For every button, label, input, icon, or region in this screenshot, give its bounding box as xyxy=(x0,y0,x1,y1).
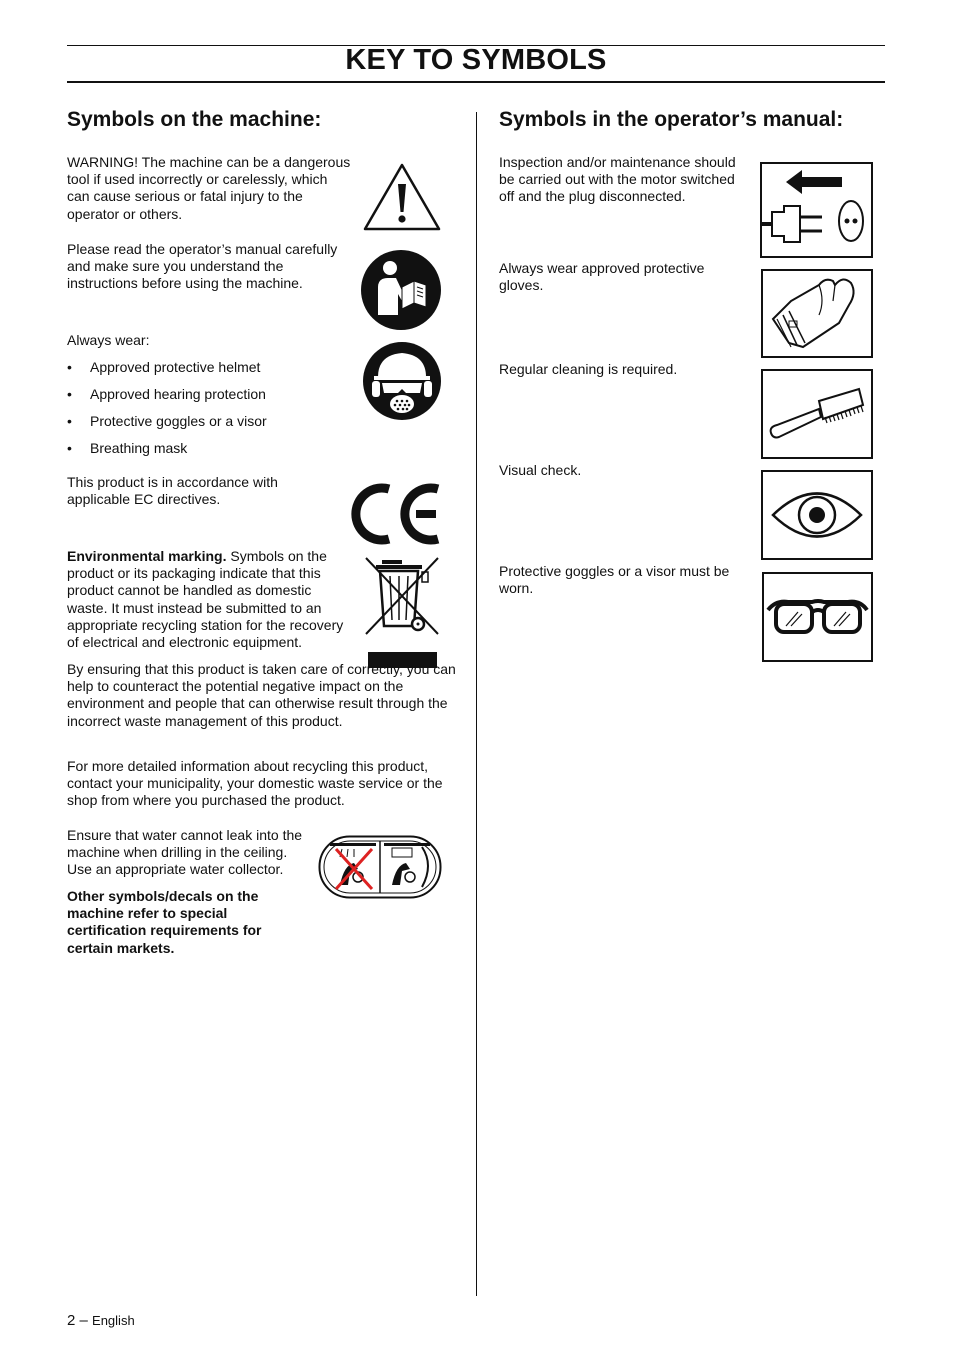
list-item-text: Approved protective helmet xyxy=(90,359,261,375)
column-divider xyxy=(476,112,477,1296)
gloves-text: Always wear approved protective gloves. xyxy=(499,260,705,294)
bullet-marker: • xyxy=(67,386,72,402)
footer-language: English xyxy=(92,1313,135,1328)
environmental-text-3: For more detailed information about recycling this product, contact your municipality, your domestic waste service or the shop from where you purchased the product. xyxy=(67,758,443,809)
visual-check-text: Visual check. xyxy=(499,462,582,478)
crossed-bin-icon xyxy=(364,556,442,638)
bullet-marker: • xyxy=(67,359,72,375)
read-manual-icon xyxy=(360,249,442,331)
list-item-text: Approved hearing protection xyxy=(90,386,266,402)
ec-text: This product is in accordance with applicable EC directives. xyxy=(67,474,278,508)
warning-triangle-icon xyxy=(362,162,442,232)
title-bottom-rule xyxy=(67,81,885,83)
environmental-text xyxy=(67,548,352,651)
list-item-text: Protective goggles or a visor xyxy=(90,413,267,429)
right-heading: Symbols in the operator’s manual: xyxy=(499,108,844,131)
left-heading: Symbols on the machine: xyxy=(67,108,322,131)
environmental-bold: Environmental marking. xyxy=(67,548,227,564)
gloves-icon xyxy=(761,269,873,358)
other-symbols-text: Other symbols/decals on the machine refer to special certification requirements for certain markets. xyxy=(67,888,262,956)
bullet-marker: • xyxy=(67,440,72,456)
brush-icon xyxy=(761,369,873,459)
read-manual-text: Please read the operator’s manual carefully and make sure you understand the instructions before using the machine. xyxy=(67,241,338,292)
list-item-text: Breathing mask xyxy=(90,440,188,456)
eye-icon xyxy=(761,470,873,560)
water-collector-icon xyxy=(318,835,442,899)
ce-mark-icon xyxy=(350,481,444,547)
page-number: 2 – xyxy=(67,1312,88,1329)
maintenance-text: Inspection and/or maintenance should be carried out with the motor switched off and the plug disconnected. xyxy=(499,154,736,205)
ppe-helmet-mask-icon xyxy=(362,341,442,421)
unplug-icon xyxy=(760,162,873,258)
water-collector-text: Ensure that water cannot leak into the machine when drilling in the ceiling. Use an appropriate water collector. xyxy=(67,827,303,878)
always-wear-label: Always wear: xyxy=(67,332,150,348)
goggles-text: Protective goggles or a visor must be worn. xyxy=(499,563,730,597)
environmental-text-2: By ensuring that this product is taken care of correctly, you can help to counteract the potential negative impact on the environment and people that can otherwise result through the incorrect waste management of this product. xyxy=(67,661,456,729)
page-footer xyxy=(67,1312,135,1329)
warning-text: WARNING! The machine can be a dangerous tool if used incorrectly or carelessly, which can cause serious or fatal injury to the operator or others. xyxy=(67,154,351,222)
page-title: KEY TO SYMBOLS xyxy=(345,44,607,76)
cleaning-text: Regular cleaning is required. xyxy=(499,361,678,377)
bullet-marker: • xyxy=(67,413,72,429)
environmental-body: Symbols on the product or its packaging indicate that this product cannot be handled as domestic waste. It must instead be submitted to an appropriate recycling station for the recovery of electrical and electronic equipment. xyxy=(67,548,344,651)
goggles-icon xyxy=(762,572,873,662)
